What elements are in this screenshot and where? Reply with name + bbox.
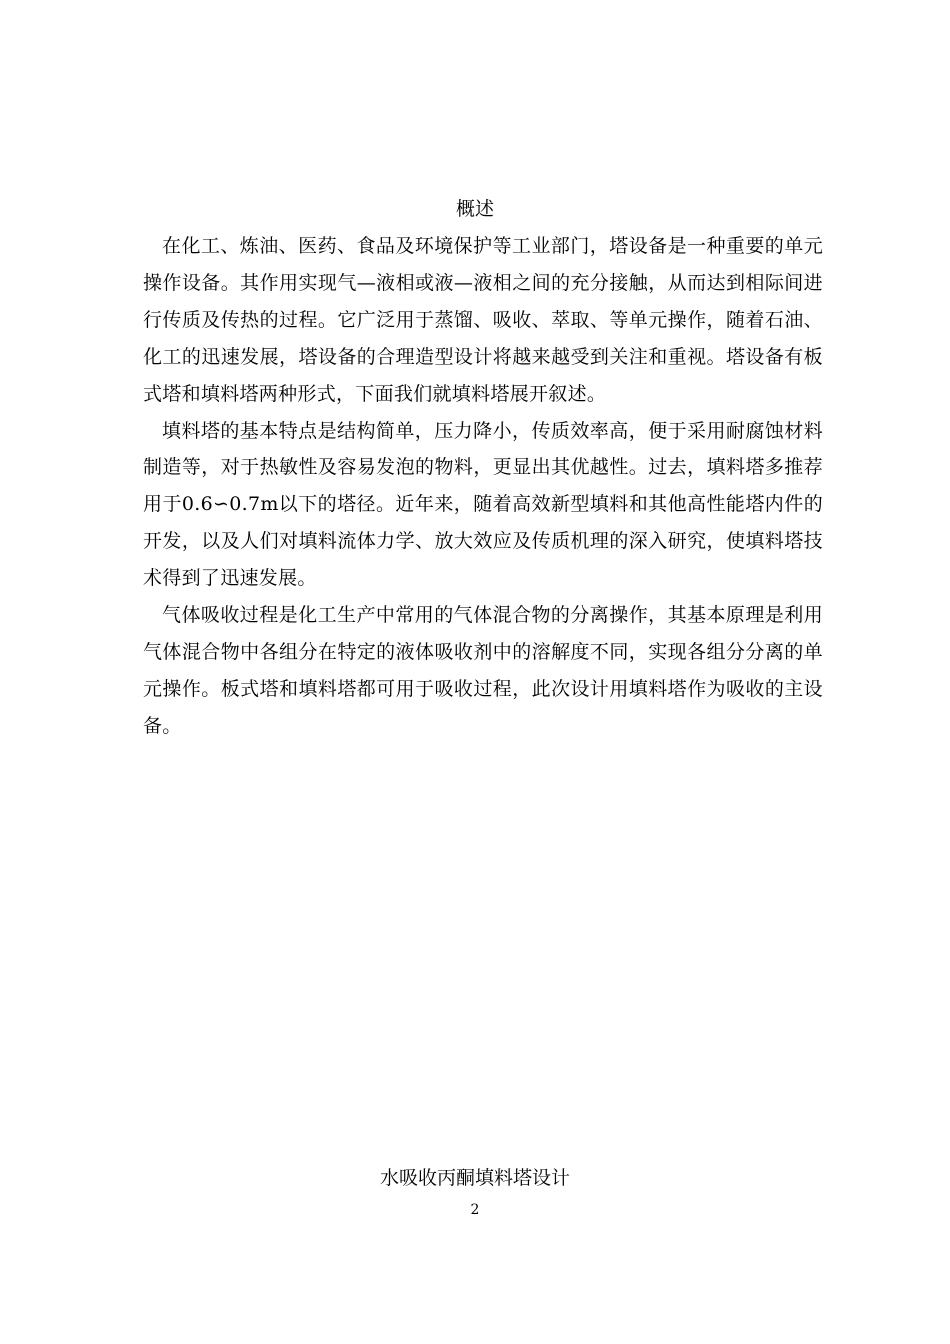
body-text: [143, 228, 823, 745]
page-number: 2: [470, 1202, 480, 1218]
paragraph-packed-tower-features: 填料塔的基本特点是结构简单，压力降小，传质效率高，便于采用耐腐蚀材料制造等，对于热敏性及容易发泡的物料，更显出其优越性。过去，填料塔多推荐用于0.6∽0.7m以下的塔径。近年来，随着高效新型填料和其他高性能塔内件的开发，以及人们对填料流体力学、放大效应及传质机理的深入研究，使填料塔技术得到了迅速发展。: [143, 419, 823, 590]
section-heading: 概述: [455, 198, 494, 220]
paragraph-intro: 在化工、炼油、医药、食品及环境保护等工业部门，塔设备是一种重要的单元操作设备。其作用实现气—液相或液—液相之间的充分接触，从而达到相际间进行传质及传热的过程。它广泛用于蒸馏、吸收、萃取、等单元操作，随着石油、化工的迅速发展，塔设备的合理造型设计将越来越受到关注和重视。塔设备有板式塔和填料塔两种形式，下面我们就填料塔展开叙述。: [143, 235, 823, 405]
paragraph-gas-absorption: 气体吸收过程是化工生产中常用的气体混合物的分离操作，其基本原理是利用气体混合物中各组分在特定的液体吸收剂中的溶解度不同，实现各组分分离的单元操作。板式塔和填料塔都可用于吸收过程，此次设计用填料塔作为吸收的主设备。: [143, 604, 823, 737]
footer-title: 水吸收丙酮填料塔设计: [379, 1167, 570, 1189]
